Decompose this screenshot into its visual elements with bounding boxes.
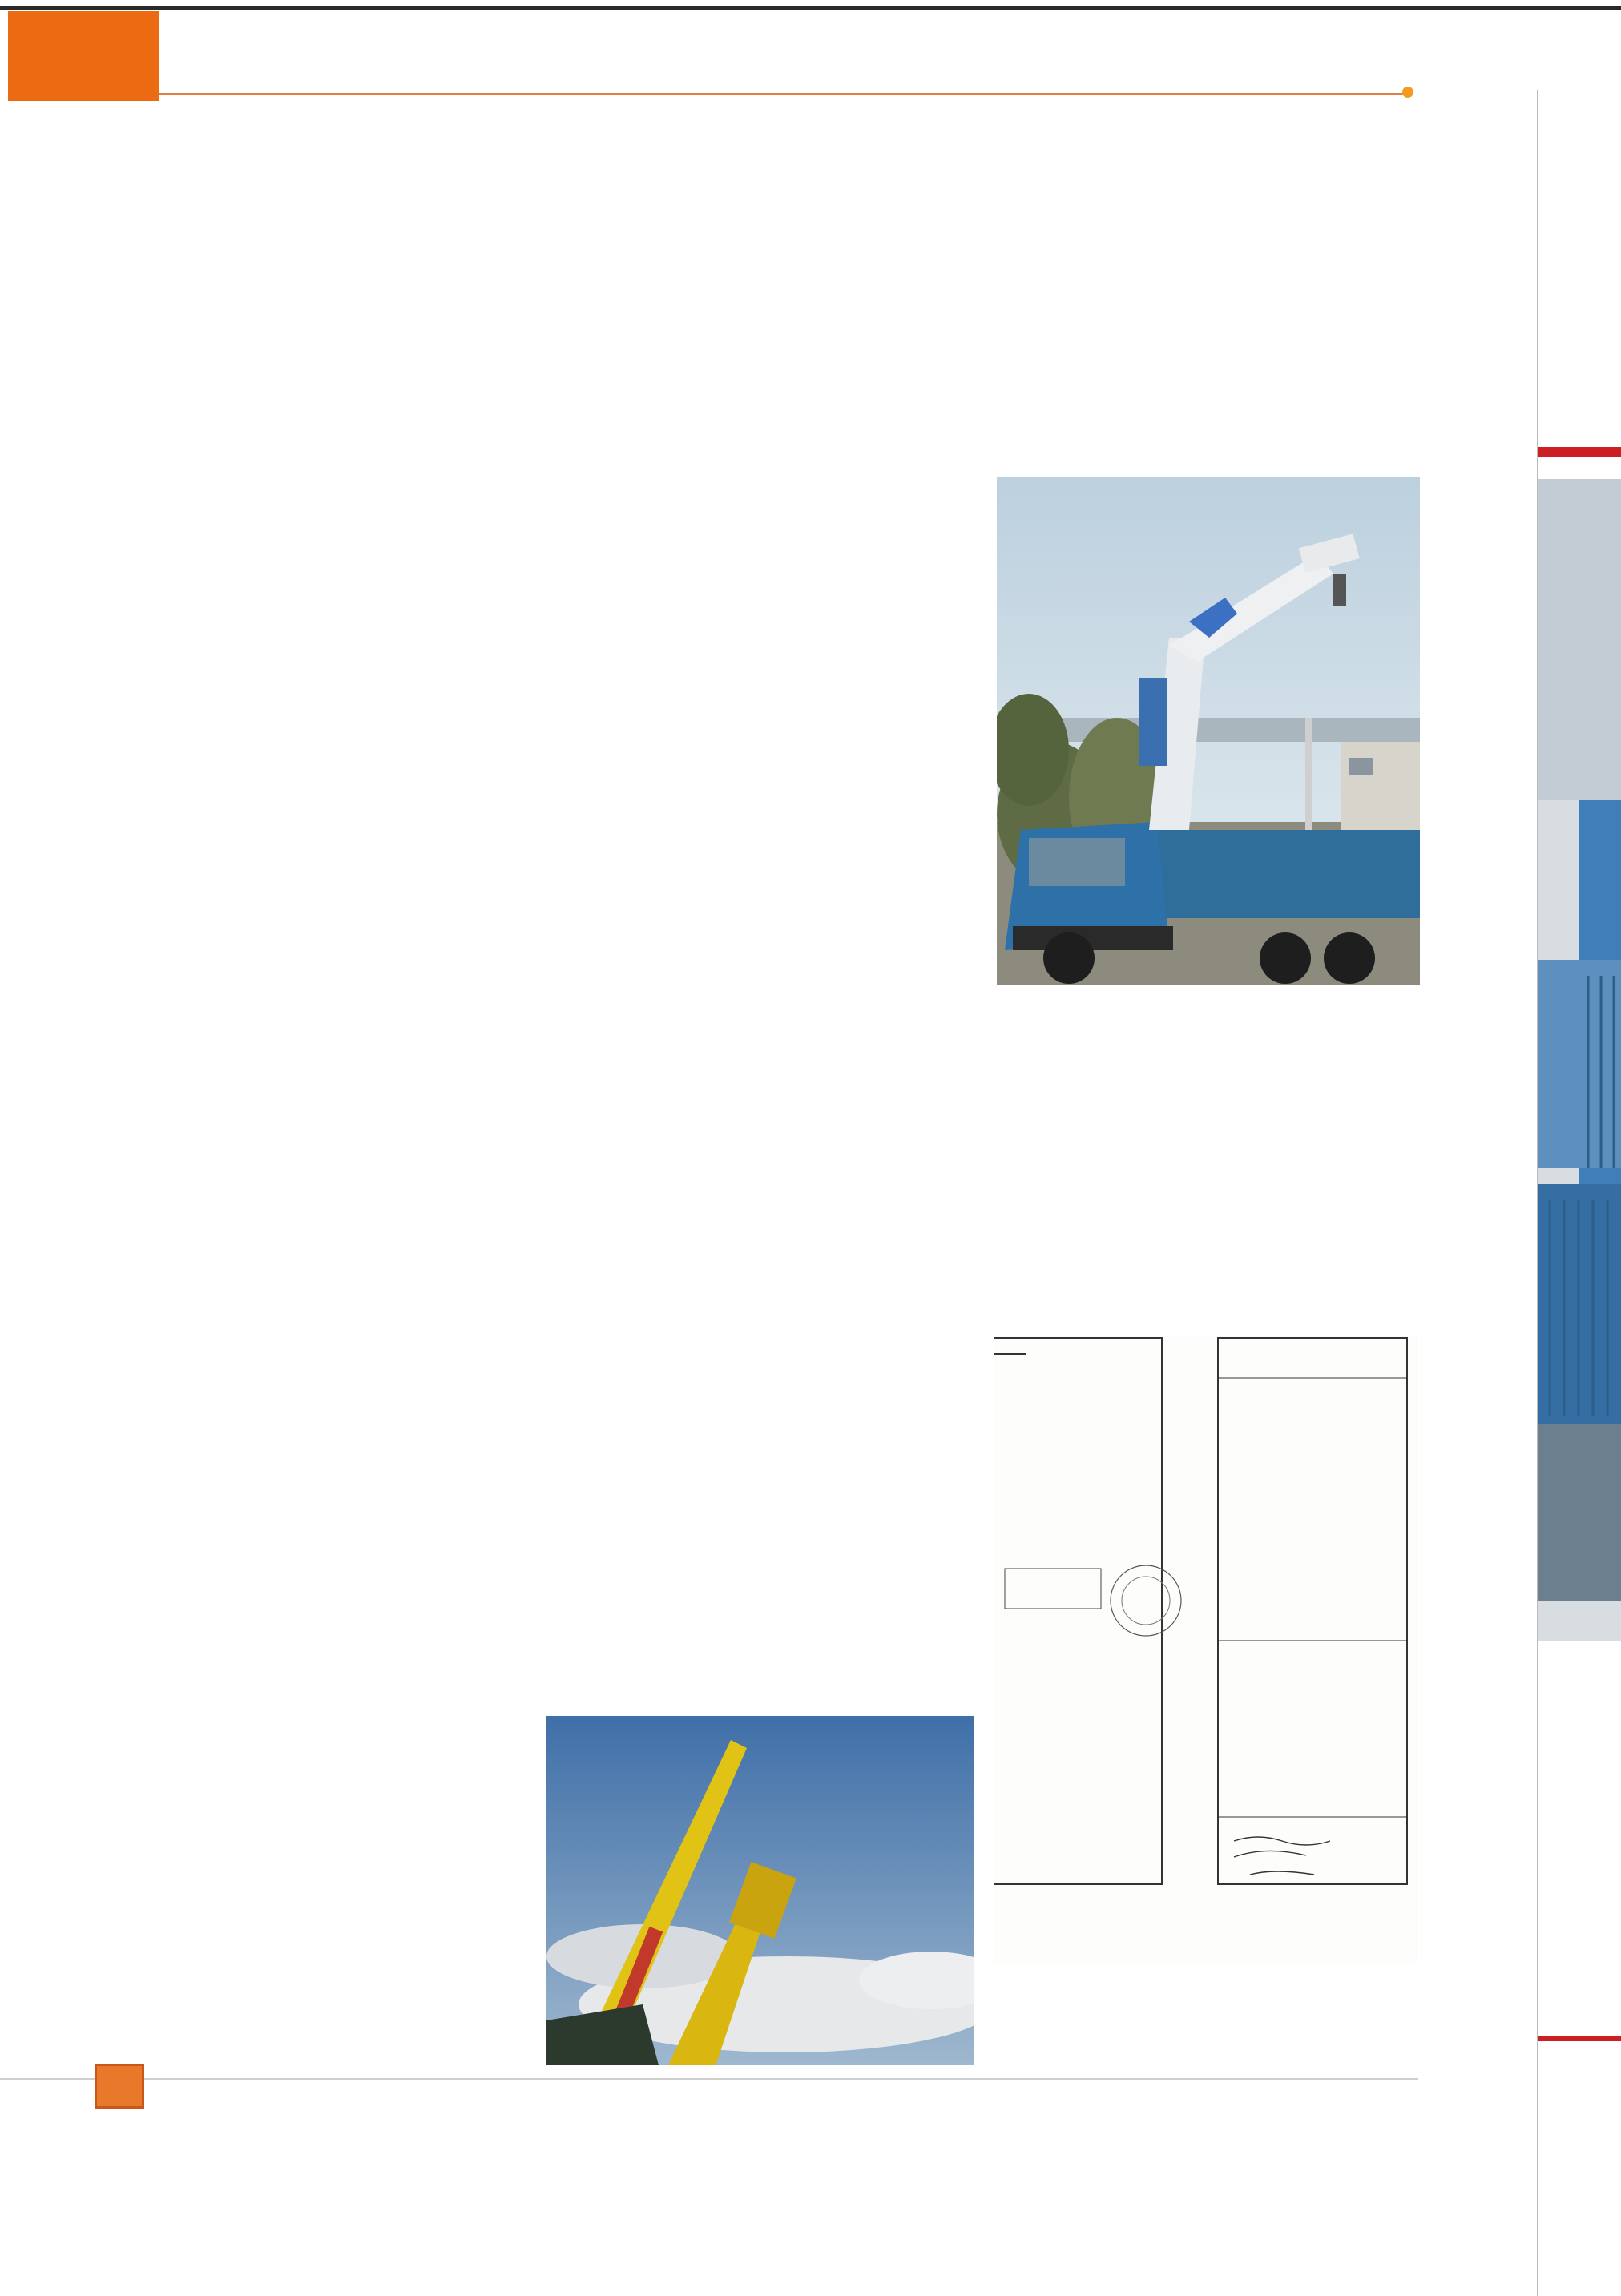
section-color-tab [8, 11, 159, 101]
article-column-2 [546, 471, 974, 492]
adjacent-red-bar-bottom [1538, 2036, 1621, 2041]
adjacent-page-strip [1537, 90, 1621, 2296]
registration-certificate-scan [994, 1336, 1417, 1964]
header-dot [1402, 87, 1413, 98]
article-column-1 [99, 1006, 524, 1027]
footer-rule [0, 2078, 1418, 2080]
adjacent-red-bar [1538, 447, 1621, 457]
crane-boom-photo [546, 1716, 974, 2065]
page-number [95, 2064, 144, 2109]
header-rule [159, 93, 1405, 95]
top-rule [0, 6, 1621, 10]
adjacent-photo [1538, 479, 1621, 1641]
crane-truck-photo [997, 477, 1420, 985]
